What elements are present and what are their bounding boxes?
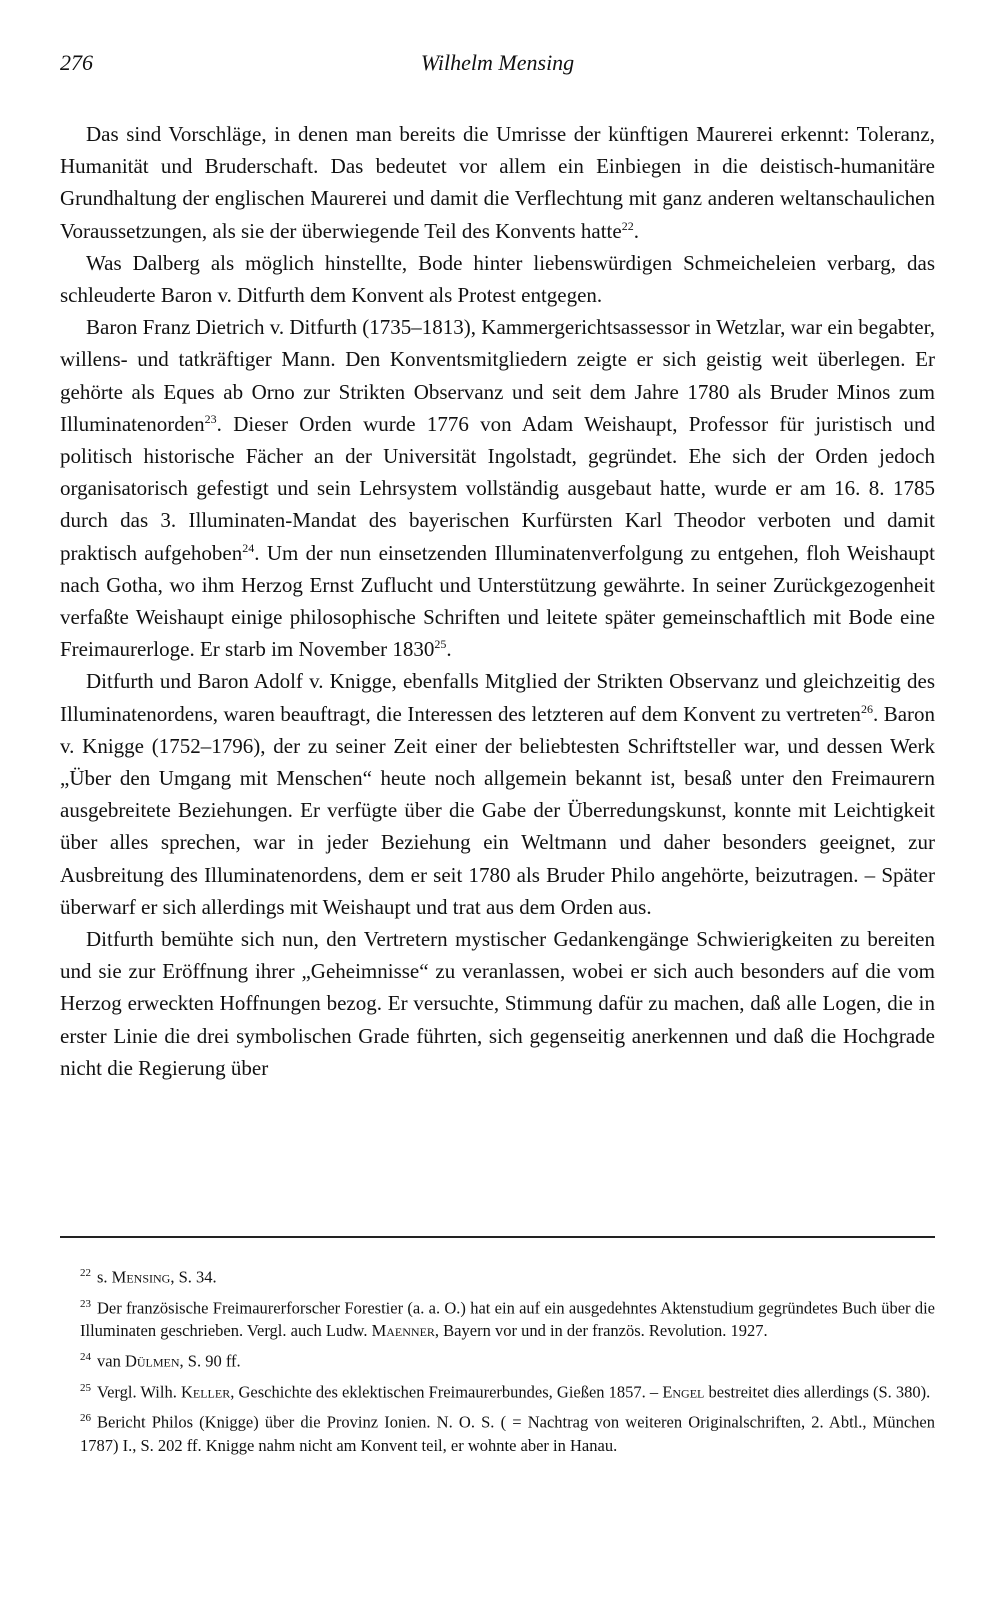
footnote-22: $^{22}$ s. Mensing, S. 34. xyxy=(80,1267,217,1287)
footnote-ref: 24 xyxy=(242,540,255,555)
page-header xyxy=(60,50,935,84)
running-head: Wilhelm Mensing xyxy=(420,50,575,75)
paragraph: Ditfurth bemühte sich nun, den Vertretern mystischer Gedankengänge Schwierigkeiten zu bereiten und sie zur Eröffnung ihrer „Geheimnisse“ zu veranlassen, wobei er sich auch besonders auf die vom Herzog erweckten Hoffnungen bezog. Er versuchte, Stimmung dafür zu machen, daß alle Logen, die in erster Linie die drei symbolischen Grade führten, sich gegenseitig anerkennen und daß die Hochgrade nicht die Regierung über xyxy=(60,927,935,1080)
paragraph: Das sind Vorschläge, in denen man bereits die Umrisse der künftigen Maurerei erkennt: Toleranz, Humanität und Bruderschaft. Das bedeutet vor allem ein Einbiegen in die deistisch-humanitäre Grundhaltung der englischen Maurerei und damit die Verflechtung mit ganz anderen weltanschaulichen Voraussetzungen, als sie der überwiegende Teil des Konvents hatte$^{22}$. xyxy=(60,122,935,243)
footnote-ref: 23 xyxy=(204,411,217,426)
paragraph: Baron Franz Dietrich v. Ditfurth (1735–1813), Kammergerichtsassessor in Wetzlar, war ein begabter, willens- und tatkräftiger Mann. Den Konventsmitgliedern zeigte er sich geistig weit überlegen. Er gehörte als Eques ab Orno zur Strikten Observanz und seit dem Jahre 1780 als Bruder Minos zum Illuminatenorden$^{23}$. Dieser Orden wurde 1776 von Adam Weishaupt, Professor für juristisch und politisch historische Fächer an der Universität Ingolstadt, gegründet. Ehe sich der Orden jedoch organisatorisch gefestigt und sein Lehrsystem vollständig ausgebaut hatte, wurde er am 16. 8. 1785 durch das 3. Illuminaten-Mandat des bayerischen Kurfürsten Karl Theodor verboten und damit praktisch aufgehoben$^{24}$. Um der nun einsetzenden Illuminatenverfolgung zu entgehen, floh Weishaupt nach Gotha, wo ihm Herzog Ernst Zuflucht und Unterstützung gewährte. In seiner Zurückgezogenheit verfaßte Weishaupt einige philosophische Schriften und leitete später gemeinschaftlich mit Bode eine Freimaurerloge. Er starb im November 1830$^{25}$. xyxy=(60,315,935,662)
body-text xyxy=(60,118,935,1084)
footnote-rule xyxy=(60,1236,935,1238)
paragraph: Was Dalberg als möglich hinstellte, Bode hinter liebenswürdigen Schmeicheleien verbarg, das schleuderte Baron v. Ditfurth dem Konvent als Protest entgegen. xyxy=(60,250,935,308)
page-number: 276 xyxy=(60,50,93,75)
footnote-ref: 22 xyxy=(621,218,634,233)
footnote-ref: 26 xyxy=(860,701,873,716)
footnote-25: $^{25}$ Vergl. Wilh. Keller, Geschichte des eklektischen Freimaurerbundes, Gießen 1857. – Engel bestreitet dies allerdings (S. 380). xyxy=(80,1381,931,1401)
paragraph: Ditfurth und Baron Adolf v. Knigge, ebenfalls Mitglied der Strikten Observanz und gleichzeitig des Illuminatenordens, waren beauftragt, die Interessen des letzteren auf dem Konvent zu vertreten$^{26}$. Baron v. Knigge (1752–1796), der zu seiner Zeit einer der beliebtesten Schriftsteller war, und dessen Werk „Über den Umgang mit Menschen“ heute noch allgemein bekannt ist, besaß unter den Freimaurern ausgebreitete Beziehungen. Er verfügte über die Gabe der Überredungskunst, konnte mit Leichtigkeit über alles sprechen, war in jeder Beziehung ein Weltmann und daher besonders geeignet, zur Ausbreitung des Illuminatenordens, dem er seit 1780 als Bruder Philo angehörte, beizutragen. – Später überwarf er sich allerdings mit Weishaupt und trat aus dem Orden aus. xyxy=(60,669,936,919)
footnotes xyxy=(60,1262,935,1461)
footnote-ref: 25 xyxy=(434,637,447,652)
footnote-24: $^{24}$ van Dülmen, S. 90 ff. xyxy=(80,1351,241,1371)
footnote-26: $^{26}$ Bericht Philos (Knigge) über die Provinz Ionien. N. O. S. ( = Nachtrag von weiteren Originalschriften, 2. Abtl., München 1787) I., S. 202 ff. Knigge nahm nicht am Konvent teil, er wohnte aber in Hanau. xyxy=(80,1412,935,1455)
footnote-23: $^{23}$ Der französische Freimaurerforscher Forestier (a. a. O.) hat ein auf ein ausgedehntes Aktenstudium gegründetes Buch über die Illuminaten geschrieben. Vergl. auch Ludw. Maenner, Bayern vor und in der französ. Revolution. 1927. xyxy=(80,1297,935,1340)
